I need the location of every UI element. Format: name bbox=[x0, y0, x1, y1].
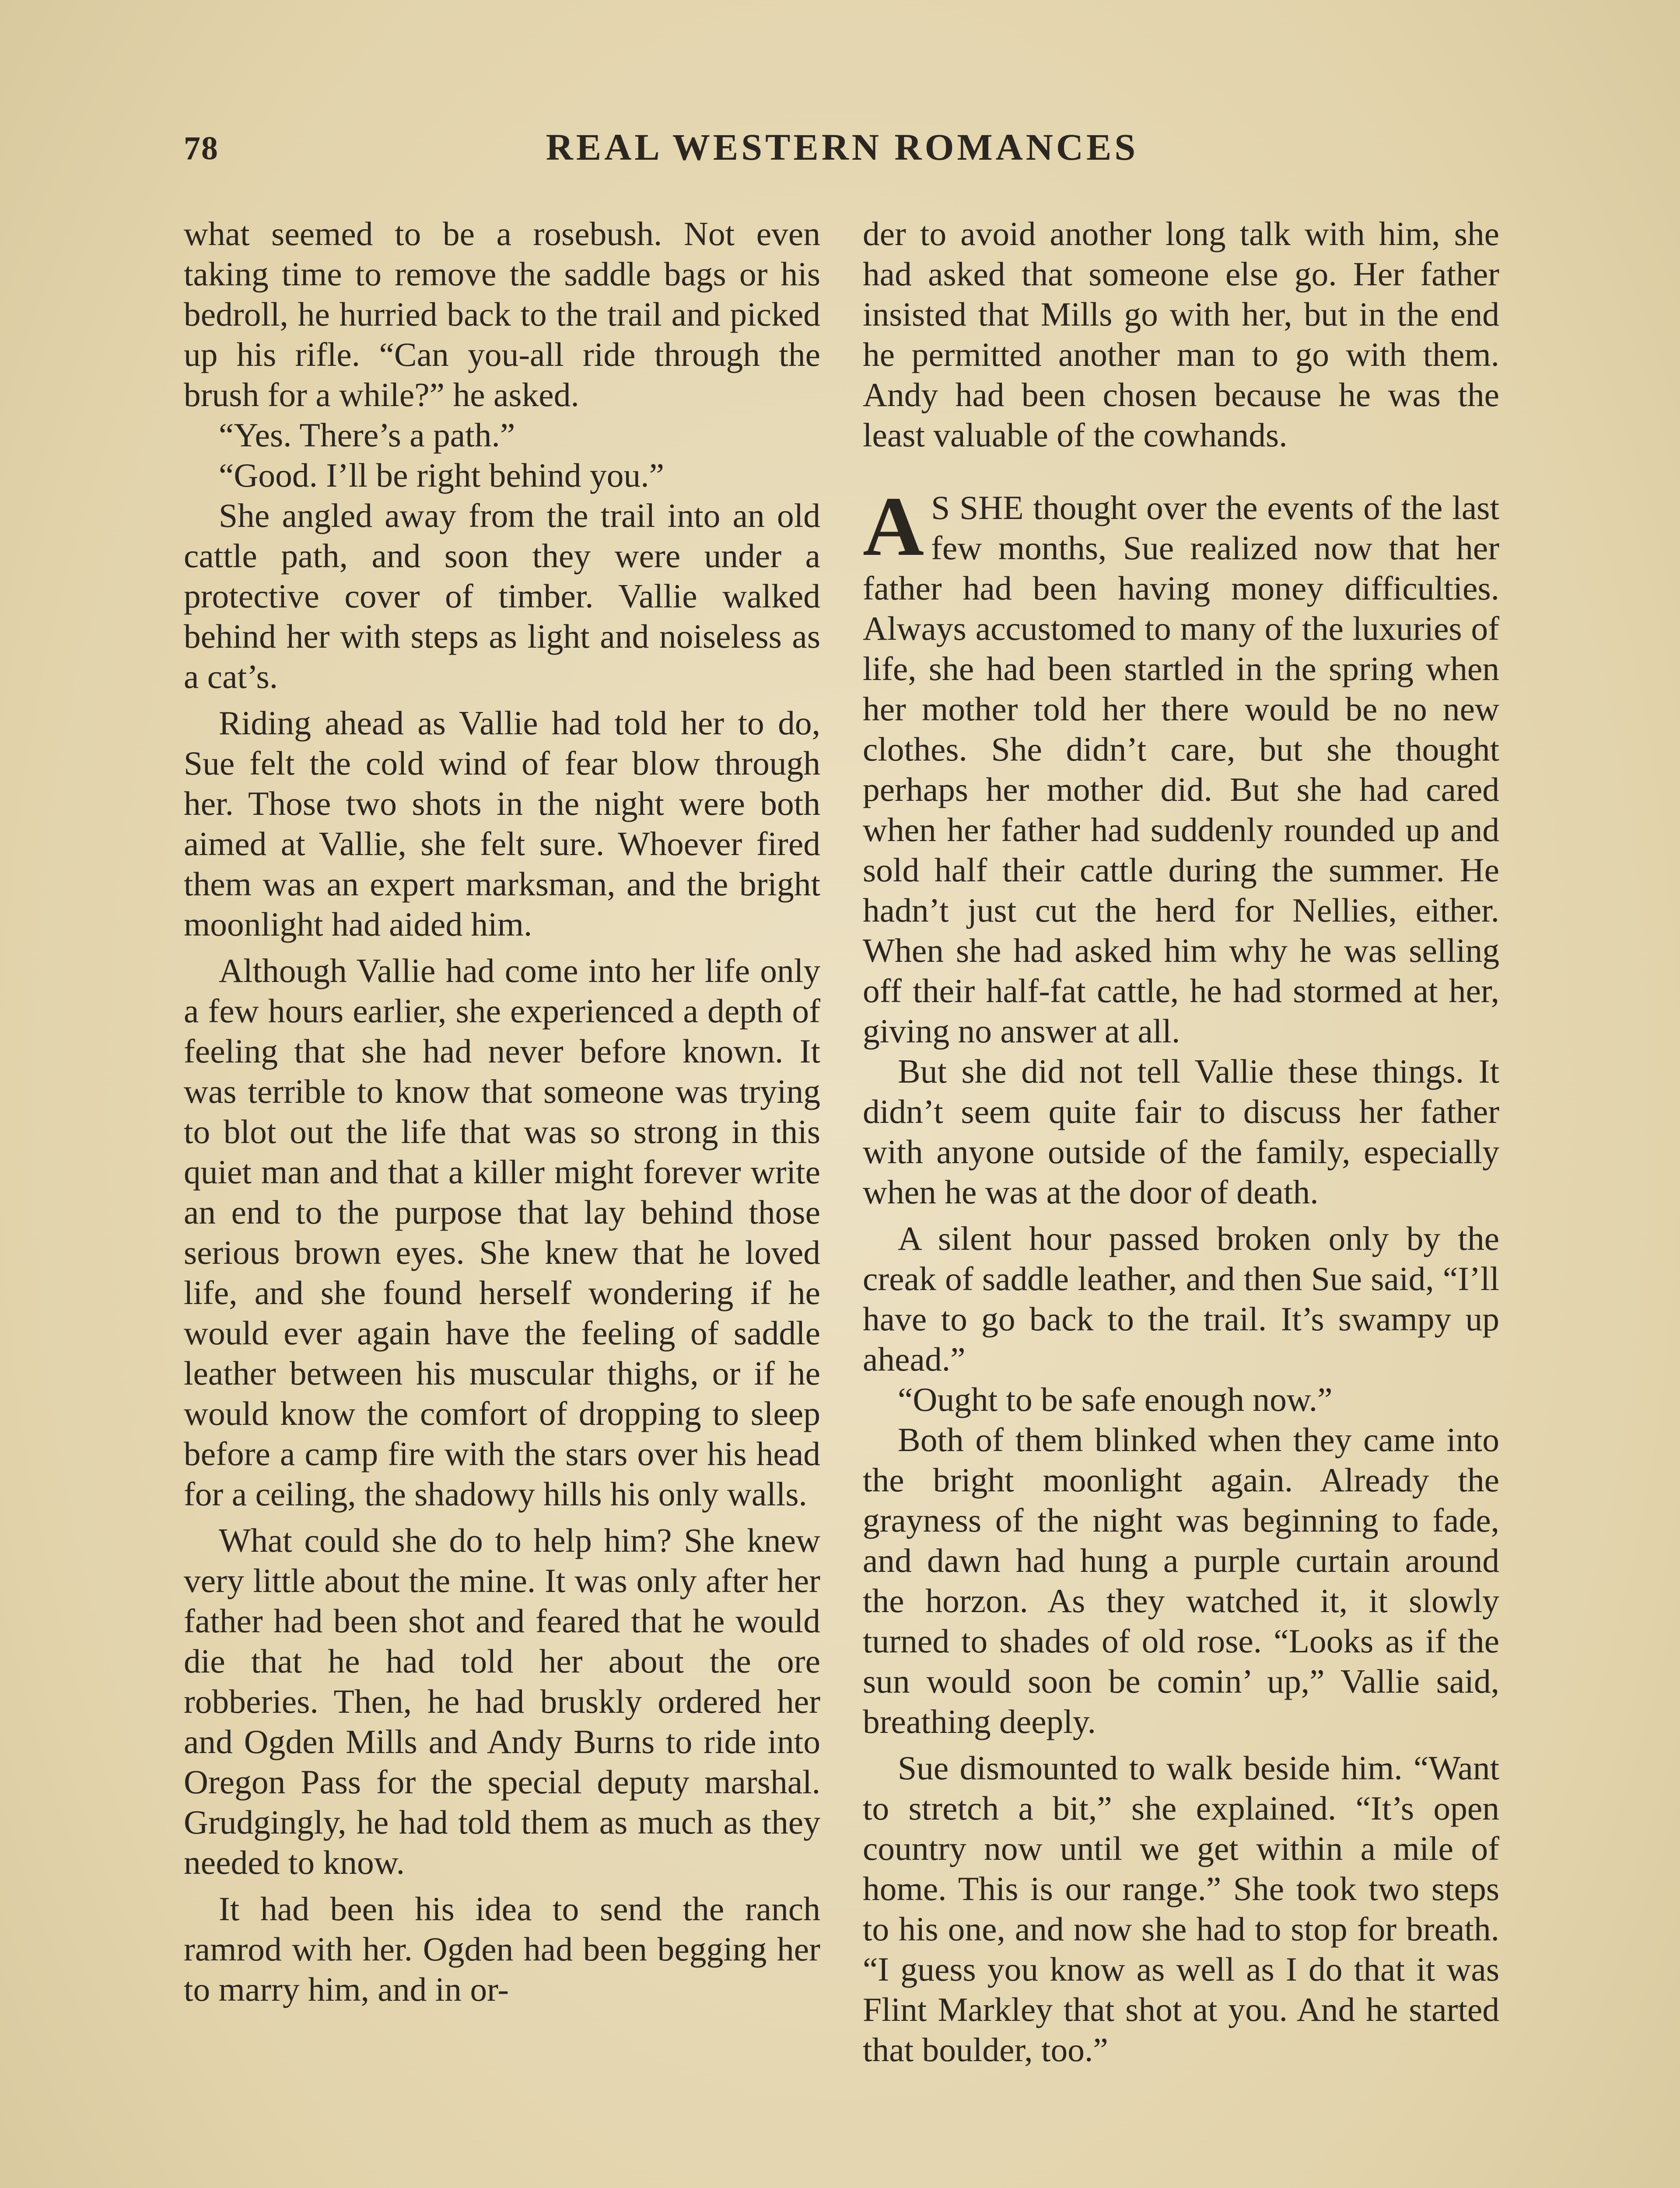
paragraph: “Yes. There’s a path.” bbox=[219, 416, 515, 454]
paragraph: “Good. I’ll be right behind you.” bbox=[219, 456, 665, 494]
drop-cap: A bbox=[863, 479, 924, 573]
paragraph: What could she do to help him? She knew very little about the mine. It was only after her father had been shot and feared that he would die that he had told her about the ore robberies. Then, he had bruskly ordered her and Ogden Mills and Andy Burns to ride into Oregon Pass for the special deputy marshal. Grudgingly, he had told them as much as they needed to know. bbox=[184, 1522, 820, 1881]
paragraph: Although Vallie had come into her life only a few hours earlier, she experienced a depth of feeling that she had never before known. It was terrible to know that someone was trying to blot out the life that was so strong in this quiet man and that a killer might forever write an end to the purpose that lay behind those serious brown eyes. She knew that he loved life, and she found herself wondering if he would ever again have the feeling of saddle leather between his muscular thighs, or if he would know the comfort of dropping to sleep before a camp fire with the stars over his head for a ceiling, the shadowy hills his only walls. bbox=[184, 952, 820, 1513]
section-opening-paragraph bbox=[863, 479, 1499, 1051]
right-column bbox=[863, 214, 1499, 2070]
paragraph: A silent hour passed broken only by the creak of saddle leather, and then Sue said, “I’ll have to go back to the trail. It’s swampy up ahead.” bbox=[863, 1220, 1499, 1378]
paragraph: It had been his idea to send the ranch ramrod with her. Ogden had been begging her to marry him, and in or- bbox=[184, 1890, 820, 2008]
paragraph: “Ought to be safe enough now.” bbox=[898, 1381, 1333, 1418]
section-opening-text: S SHE thought over the events of the last few months, Sue realized now that her father had been having money difficulties. Always accustomed to many of the luxuries of life, she had been startled in the spring when her mother told her there would be no new clothes. She didn’t care, but she thought perhaps her mother did. But she had cared when her father had suddenly rounded up and sold half their cattle during the summer. He hadn’t just cut the herd for Nellies, either. When she had asked him why he was selling off their half-fat cattle, he had stormed at her, giving no answer at all. bbox=[863, 489, 1499, 1050]
page-header bbox=[184, 117, 1501, 174]
paragraph: Sue dismounted to walk beside him. “Want to stretch a bit,” she explained. “It’s open country now until we get within a mile of home. This is our range.” She took two steps to his one, and now she had to stop for breath. “I guess you know as well as I do that it was Flint Markley that shot at you. And he started that boulder, too.” bbox=[863, 1749, 1499, 2069]
paragraph: Riding ahead as Vallie had told her to do, Sue felt the cold wind of fear blow through her. Those two shots in the night were both aimed at Vallie, she felt sure. Whoever fired them was an expert marksman, and the bright moonlight had aided him. bbox=[184, 704, 820, 943]
paragraph: Both of them blinked when they came into the bright moonlight again. Already the grayness of the night was beginning to fade, and dawn had hung a purple curtain around the horzon. As they watched it, it slowly turned to shades of old rose. “Looks as if the sun would soon be comin’ up,” Vallie said, breathing deeply. bbox=[863, 1421, 1499, 1740]
paragraph: But she did not tell Vallie these things. It didn’t seem quite fair to discuss her father with anyone outside of the family, especially when he was at the door of death. bbox=[863, 1052, 1499, 1211]
running-title: REAL WESTERN ROMANCES bbox=[546, 126, 1139, 168]
paragraph: what seemed to be a rosebush. Not even taking time to remove the saddle bags or his bedroll, he hurried back to the trail and picked up his rifle. “Can you-all ride through the brush for a while?” he asked. bbox=[184, 215, 820, 414]
page-number: 78 bbox=[184, 130, 219, 167]
paragraph: der to avoid another long talk with him, she had asked that someone else go. Her father insisted that Mills go with her, but in the end he permitted another man to go with them. Andy had been chosen because he was the least valuable of the cowhands. bbox=[863, 215, 1499, 454]
left-column bbox=[184, 214, 820, 2009]
paragraph: She angled away from the trail into an old cattle path, and soon they were under a protective cover of timber. Vallie walked behind her with steps as light and noiseless as a cat’s. bbox=[184, 497, 820, 695]
